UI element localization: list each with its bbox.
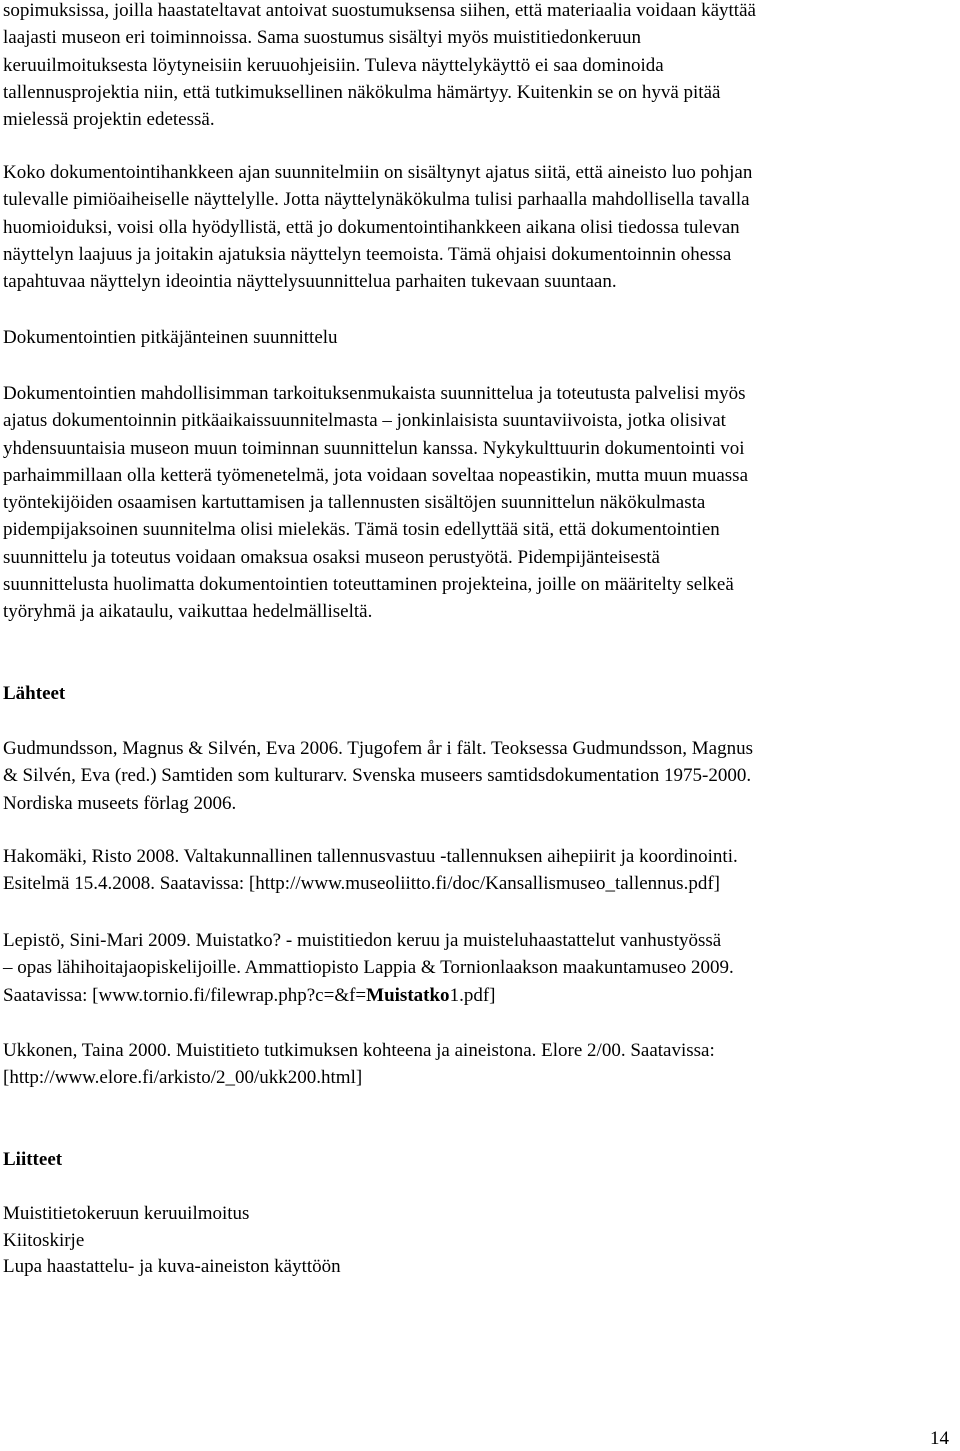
reference-line: Gudmundsson, Magnus & Silvén, Eva 2006. Tjugofem år i fält. Teoksessa Gudmundsson, Magnus xyxy=(3,738,753,759)
attachment-item: Kiitoskirje xyxy=(3,1229,85,1251)
reference-line: Esitelmä 15.4.2008. Saatavissa: [http://www.museoliitto.fi/doc/Kansallismuseo_tallennus.pdf] xyxy=(3,873,720,895)
reference-entry xyxy=(3,1037,953,1092)
reference-line: Ukkonen, Taina 2000. Muistitieto tutkimuksen kohteena ja aineistona. Elore 2/00. Saatavissa: xyxy=(3,1040,715,1061)
text-line: tallennusprojektia niin, että tutkimuksellinen näkökulma hämärtyy. Kuitenkin se on hyvä pitää xyxy=(3,81,721,103)
attachments-list xyxy=(3,1201,341,1281)
reference-text: 1.pdf] xyxy=(449,984,496,1006)
text-line: keruuilmoituksesta löytyneisiin keruuohjeisiin. Tuleva näyttelykäyttö ei saa dominoida xyxy=(3,54,664,76)
text-line: tapahtuvaa näyttelyn ideointia näyttelysuunnittelua parhaiten tukevaan suuntaan. xyxy=(3,271,617,293)
text-line: parhaimmillaan olla ketterä työmenetelmä, jota voidaan soveltaa nopeastikin, mutta muun muassa xyxy=(3,464,748,486)
section-heading: Dokumentointien pitkäjänteinen suunnittelu xyxy=(3,327,338,348)
attachment-item: Muistitietokeruun keruuilmoitus xyxy=(3,1203,250,1224)
paragraph-long-term-planning xyxy=(3,380,953,626)
reference-line: Lepistö, Sini-Mari 2009. Muistatko? - muistitiedon keruu ja muisteluhaastattelut vanhustyössä xyxy=(3,930,722,951)
reference-line: & Silvén, Eva (red.) Samtiden som kulturarv. Svenska museers samtidsdokumentation 1975-2000. xyxy=(3,765,752,787)
text-line: mielessä projektin edetessä. xyxy=(3,109,215,131)
reference-entry xyxy=(3,927,953,1009)
reference-entry xyxy=(3,843,953,898)
text-line: tulevalle pimiöaiheiselle näyttelylle. Jotta näyttelynäkökulma tulisi parhaalla mahdollisella tavalla xyxy=(3,189,750,211)
reference-bold-text: Muistatko xyxy=(366,984,450,1006)
paragraph-consent xyxy=(3,0,953,133)
reference-line: – opas lähihoitajaopiskelijoille. Ammattiopisto Lappia & Tornionlaakson maakuntamuseo 2009. xyxy=(3,957,734,979)
references-heading: Lähteet xyxy=(3,683,66,704)
text-line: työntekijöiden osaamisen kartuttamisen ja tallennusten sisältöjen suunnittelun näkökulmasta xyxy=(3,492,706,514)
reference-line: Hakomäki, Risto 2008. Valtakunnallinen tallennusvastuu -tallennuksen aihepiirit ja koordinointi. xyxy=(3,846,738,867)
reference-line: [http://www.elore.fi/arkisto/2_00/ukk200.html] xyxy=(3,1067,363,1089)
text-line: sopimuksissa, joilla haastateltavat antoivat suostumuksensa siihen, että materiaalia voidaan käyttää xyxy=(3,0,756,21)
reference-entry xyxy=(3,735,953,817)
text-line: suunnittelusta huolimatta dokumentointien toteuttaminen projekteina, joille on määritelty selkeä xyxy=(3,574,734,596)
reference-line: Nordiska museets förlag 2006. xyxy=(3,792,237,814)
text-line: suunnittelu ja toteutus voidaan omaksua osaksi museon perustyötä. Pidempijänteisestä xyxy=(3,546,660,568)
text-line: Dokumentointien mahdollisimman tarkoituksenmukaista suunnittelua ja toteutusta palvelisi myös xyxy=(3,383,746,404)
text-line: laajasti museon eri toiminnoissa. Sama suostumus sisältyi myös muistitiedonkeruun xyxy=(3,27,642,49)
text-line: huomioiduksi, voisi olla hyödyllistä, että jo dokumentointihankkeen aikana olisi tiedossa tulevan xyxy=(3,216,740,238)
text-line: työryhmä ja aikataulu, vaikuttaa hedelmälliseltä. xyxy=(3,601,373,623)
text-line: Koko dokumentointihankkeen ajan suunnitelmiin on sisältynyt ajatus siitä, että aineisto luo pohjan xyxy=(3,162,753,183)
page-number: 14 xyxy=(930,1428,949,1449)
text-line: ajatus dokumentoinnin pitkäaikaissuunnitelmasta – jonkinlaisista suuntaviivoista, jotka olisivat xyxy=(3,410,726,432)
reference-text: Saatavissa: [www.tornio.fi/filewrap.php?c=&f= xyxy=(3,984,367,1006)
attachment-item: Lupa haastattelu- ja kuva-aineiston käyttöön xyxy=(3,1256,341,1278)
text-line: näyttelyn laajuus ja joitakin ajatuksia näyttelyn teemoista. Tämä ohjaisi dokumentoinnin ohessa xyxy=(3,243,732,265)
text-line: pidempijaksoinen suunnitelma olisi mielekäs. Tämä tosin edellyttää sitä, että dokumentointien xyxy=(3,519,720,541)
text-line: yhdensuuntaisia museon muun toiminnan suunnittelun kanssa. Nykykulttuurin dokumentointi voi xyxy=(3,437,745,459)
paragraph-exhibition-plans xyxy=(3,159,953,295)
reference-line xyxy=(3,982,953,1009)
attachments-heading: Liitteet xyxy=(3,1149,63,1170)
